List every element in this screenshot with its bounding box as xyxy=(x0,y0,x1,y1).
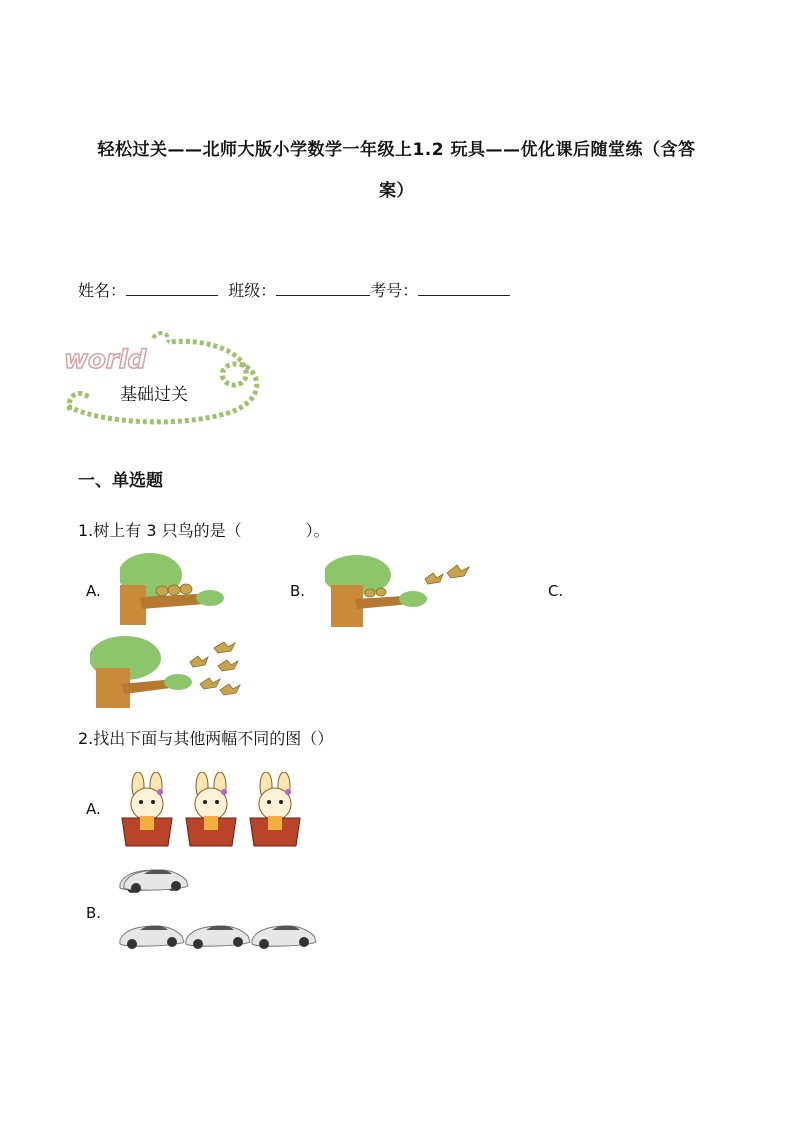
student-info-line xyxy=(78,278,510,301)
banner-label: 基础过关 xyxy=(120,385,188,405)
q1-option-a-label[interactable]: A. xyxy=(86,582,101,600)
class-label: 班级： xyxy=(228,281,277,300)
section-title: 一、单选题 xyxy=(78,471,163,491)
q2-option-a-label[interactable]: A. xyxy=(86,800,101,818)
name-label: 姓名： xyxy=(78,281,127,300)
document-title-continued: 案） xyxy=(379,181,414,201)
exam-number-blank[interactable] xyxy=(418,281,510,296)
q1-option-a-image[interactable] xyxy=(120,553,225,625)
name-blank[interactable] xyxy=(126,281,218,296)
document-title: 轻松过关——北师大版小学数学一年级上1.2 玩具——优化课后随堂练（含答 xyxy=(97,140,696,160)
banner-logo-text: world xyxy=(64,345,147,375)
q1-option-b-image[interactable] xyxy=(325,555,475,627)
q2-option-a-image[interactable] xyxy=(118,772,303,848)
class-blank[interactable] xyxy=(276,281,370,296)
question-1-text: 1.树上有 3 只鸟的是（ ）。 xyxy=(78,521,330,540)
q1-option-c-image[interactable] xyxy=(90,636,245,708)
q2-option-b-image[interactable] xyxy=(118,862,318,954)
q1-option-c-label[interactable]: C. xyxy=(548,582,564,600)
question-2-text: 2.找出下面与其他两幅不同的图（） xyxy=(78,729,334,748)
q1-option-b-label[interactable]: B. xyxy=(290,582,306,600)
exam-number-label: 考号： xyxy=(370,281,419,300)
q2-option-b-label[interactable]: B. xyxy=(86,904,102,922)
